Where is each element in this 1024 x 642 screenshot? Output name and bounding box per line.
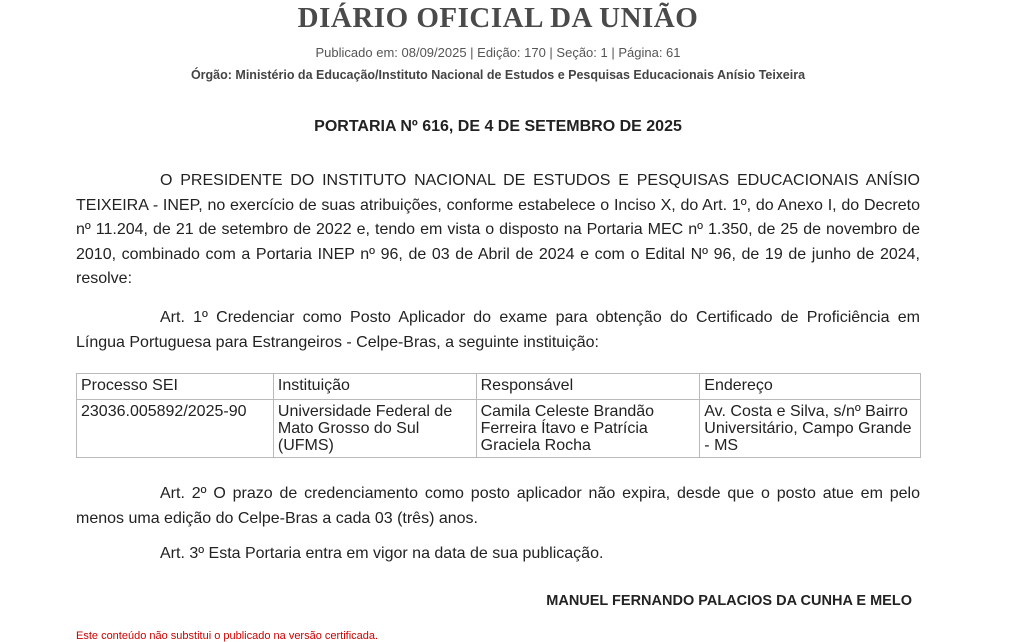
disclaimer-note: Este conteúdo não substitui o publicado na versão certificada. (76, 630, 379, 642)
table-row (77, 400, 921, 458)
issuing-body (0, 68, 996, 82)
header-instituicao: Instituição (273, 374, 476, 400)
institution-table (76, 373, 921, 458)
table-header-row (77, 374, 921, 400)
cell-responsavel: Camila Celeste Brandão Ferreira Ítavo e Patrícia Graciela Rocha (476, 400, 700, 458)
header-processo-sei: Processo SEI (77, 374, 274, 400)
article-2: Art. 2º O prazo de credenciamento como posto aplicador não expira, desde que o posto atue em pelo menos uma edição do Celpe-Bras a cada 03 (três) anos. (76, 485, 920, 527)
preamble-paragraph: O PRESIDENTE DO INSTITUTO NACIONAL DE ESTUDOS E PESQUISAS EDUCACIONAIS ANÍSIO TEIXEIRA - INEP, no exercício de suas atribuições, conforme estabelece o Inciso X, do Art. 1º, do Anexo I, do Decreto nº 11.204, de 21 de setembro de 2022 e, tendo em vista o disposto na Portaria MEC nº 1.350, de 25 de novembro de 2010, combinado com a Portaria INEP nº 96, de 03 de Abril de 2024 e com o Edital Nº 96, de 19 de junho de 2024, resolve: (76, 172, 920, 287)
portaria-title: PORTARIA Nº 616, DE 4 DE SETEMBRO DE 2025 (314, 118, 682, 135)
signatory-name: MANUEL FERNANDO PALACIOS DA CUNHA E MELO (546, 593, 912, 609)
cell-endereco: Av. Costa e Silva, s/nº Bairro Universitário, Campo Grande - MS (700, 400, 921, 458)
gazette-title: DIÁRIO OFICIAL DA UNIÃO (297, 2, 699, 34)
publication-meta: Publicado em: 08/09/2025 | Edição: 170 | Seção: 1 | Página: 61 (315, 45, 681, 60)
header-responsavel: Responsável (476, 374, 700, 400)
cell-instituicao: Universidade Federal de Mato Grosso do Sul (UFMS) (273, 400, 476, 458)
issuing-body-value: Ministério da Educação/Instituto Nacional de Estudos e Pesquisas Educacionais Anísio Teixeira (235, 68, 806, 82)
cell-processo-sei: 23036.005892/2025-90 (77, 400, 274, 458)
issuing-body-label: Órgão: (190, 68, 232, 82)
article-3: Art. 3º Esta Portaria entra em vigor na data de sua publicação. (160, 545, 604, 562)
article-1: Art. 1º Credenciar como Posto Aplicador do exame para obtenção do Certificado de Proficiência em Língua Portuguesa para Estrangeiros - Celpe-Bras, a seguinte instituição: (76, 309, 920, 351)
header-endereco: Endereço (700, 374, 921, 400)
